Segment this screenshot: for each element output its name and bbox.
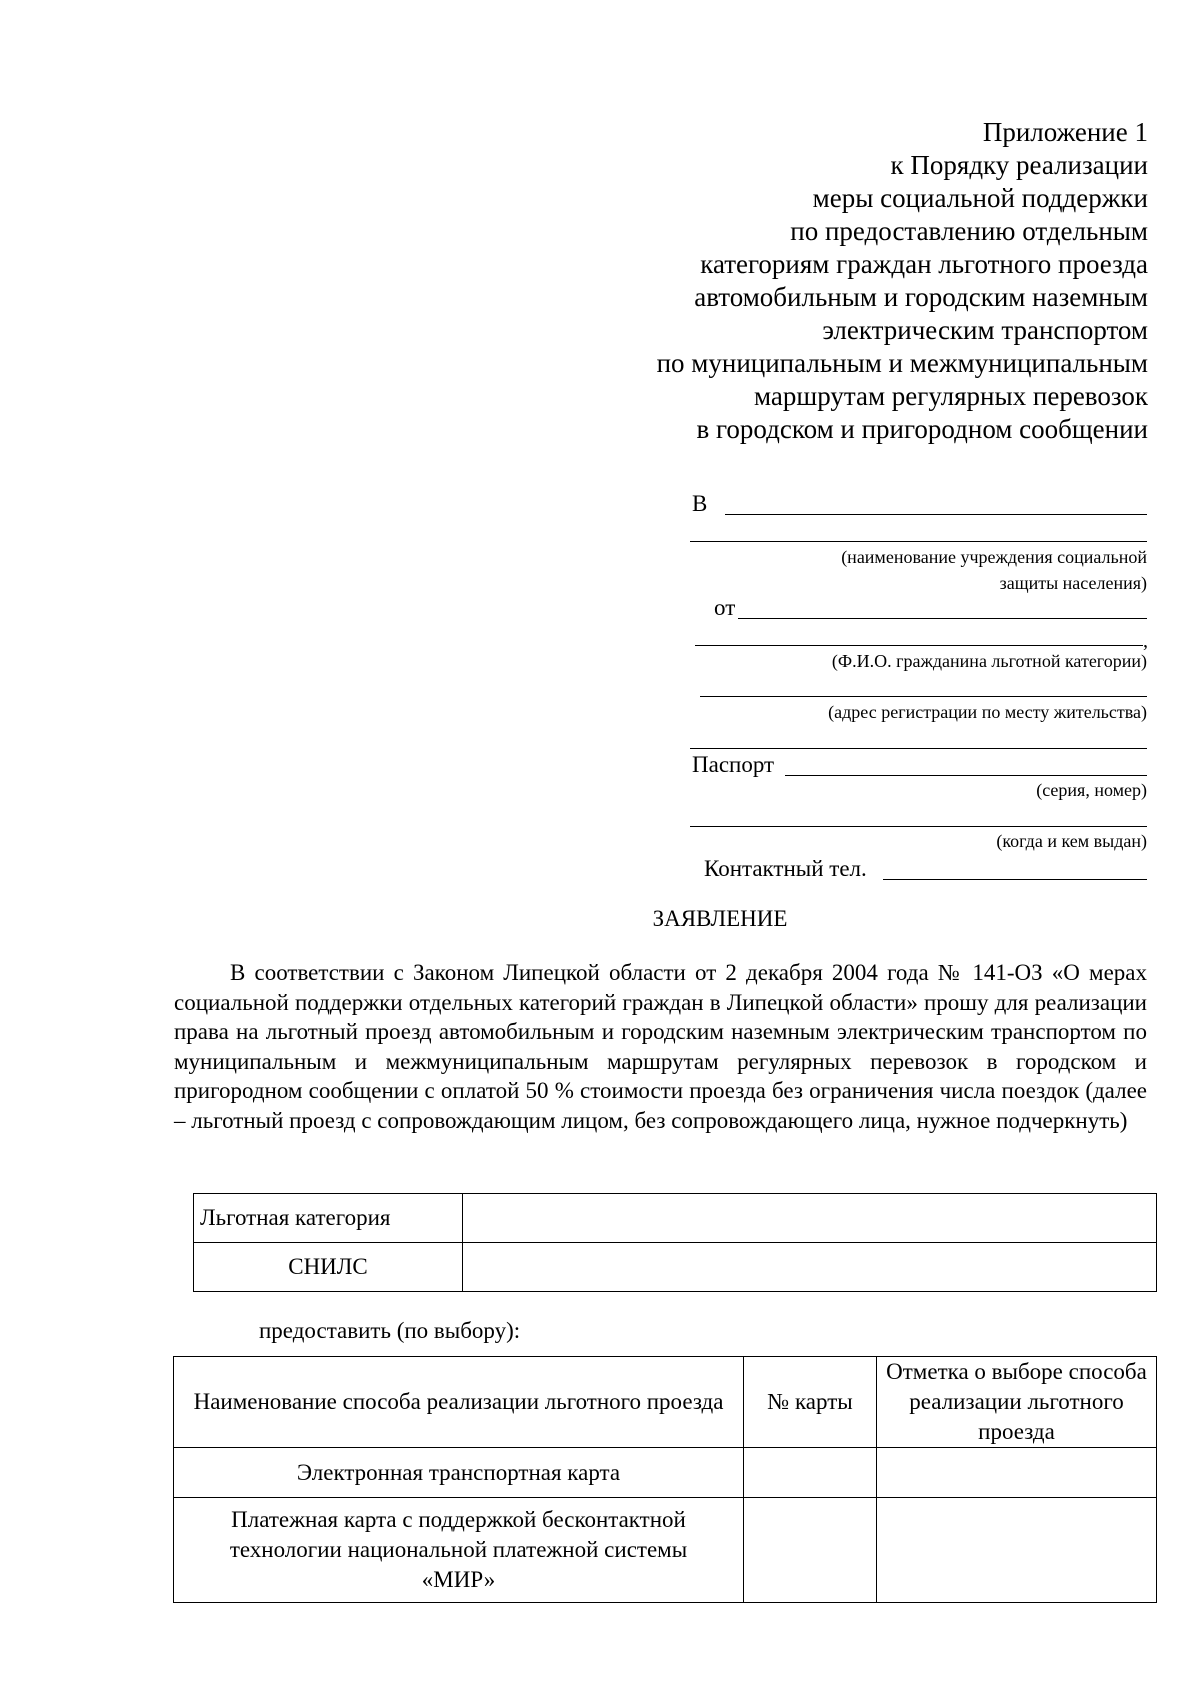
address-caption: (адрес регистрации по месту жительства) bbox=[828, 702, 1147, 722]
header-line: меры социальной поддержки bbox=[812, 183, 1148, 213]
card-number-cell[interactable] bbox=[744, 1498, 877, 1603]
choice-table bbox=[173, 1356, 1157, 1603]
address-field-line[interactable] bbox=[700, 696, 1147, 697]
snils-label-cell: СНИЛС bbox=[194, 1243, 463, 1292]
from-comma: , bbox=[1143, 630, 1148, 652]
header-method-name: Наименование способа реализации льготного проезда bbox=[174, 1357, 744, 1448]
to-caption-2: защиты населения) bbox=[999, 573, 1147, 593]
card-number-cell[interactable] bbox=[744, 1448, 877, 1498]
category-value-cell[interactable] bbox=[463, 1194, 1157, 1243]
appendix-header bbox=[588, 116, 1148, 446]
header-card-number: № карты bbox=[744, 1357, 877, 1448]
header-line: маршрутам регулярных перевозок bbox=[754, 381, 1148, 411]
table-row bbox=[174, 1498, 1157, 1603]
phone-label: Контактный тел. bbox=[704, 856, 867, 881]
table-row bbox=[194, 1243, 1157, 1292]
header-line: в городском и пригородном сообщении bbox=[696, 414, 1148, 444]
method-name-cell: Электронная транспортная карта bbox=[174, 1448, 744, 1498]
to-field-line-1[interactable] bbox=[725, 514, 1147, 515]
method-name-cell: Платежная карта с поддержкой бесконтактной технологии национальной платежной системы «МИР» bbox=[174, 1498, 744, 1603]
snils-value-cell[interactable] bbox=[463, 1243, 1157, 1292]
to-caption-1: (наименование учреждения социальной bbox=[841, 547, 1147, 567]
header-line: к Порядку реализации bbox=[890, 150, 1148, 180]
to-field-line-2[interactable] bbox=[690, 541, 1147, 542]
choice-mark-cell[interactable] bbox=[877, 1498, 1157, 1603]
header-choice-mark: Отметка о выборе способа реализации льготного проезда bbox=[877, 1357, 1157, 1448]
fio-caption: (Ф.И.О. гражданина льготной категории) bbox=[831, 651, 1147, 671]
header-line: категориям граждан льготного проезда bbox=[700, 249, 1148, 279]
table-row bbox=[174, 1448, 1157, 1498]
passport-label: Паспорт bbox=[692, 752, 775, 777]
passport-top-line[interactable] bbox=[690, 748, 1147, 749]
header-line: по предоставлению отдельным bbox=[790, 216, 1148, 246]
from-field-line-1[interactable] bbox=[738, 618, 1147, 619]
info-table bbox=[193, 1193, 1157, 1292]
passport-caption: (серия, номер) bbox=[1036, 780, 1147, 800]
header-line: электрическим транспортом bbox=[822, 315, 1148, 345]
choice-mark-cell[interactable] bbox=[877, 1448, 1157, 1498]
table-row bbox=[194, 1194, 1157, 1243]
header-line: Приложение 1 bbox=[982, 117, 1148, 147]
table-header-row bbox=[174, 1357, 1157, 1448]
from-field-line-2[interactable] bbox=[695, 645, 1143, 646]
passport-field-line[interactable] bbox=[785, 775, 1147, 776]
issued-field-line[interactable] bbox=[690, 826, 1147, 827]
provide-label: предоставить (по выбору): bbox=[259, 1318, 521, 1343]
issued-caption: (когда и кем выдан) bbox=[996, 831, 1147, 851]
statement-body bbox=[174, 958, 1147, 1135]
to-label: В bbox=[692, 491, 708, 516]
statement-paragraph: В соответствии с Законом Липецкой области от 2 декабря 2004 года № 141-ОЗ «О мерах социальной поддержки отдельных категорий граждан в Липецкой области» прошу для реализации права на льготный проезд автомобильным и городским наземным электрическим транспортом по муниципальным и межмуниципальным маршрутам регулярных перевозок в городском и пригородном сообщении с оплатой 50 % стоимости проезда без ограничения числа поездок (далее ‒ льготный проезд с сопровождающим лицом, без сопровождающего лица, нужное подчеркнуть) bbox=[174, 960, 1147, 1133]
header-line: по муниципальным и межмуниципальным bbox=[656, 348, 1148, 378]
from-label: от bbox=[714, 595, 736, 620]
header-line: автомобильным и городским наземным bbox=[694, 282, 1148, 312]
document-title: ЗАЯВЛЕНИЕ bbox=[652, 906, 788, 931]
phone-field-line[interactable] bbox=[883, 879, 1147, 880]
category-label-cell: Льготная категория bbox=[194, 1194, 463, 1243]
